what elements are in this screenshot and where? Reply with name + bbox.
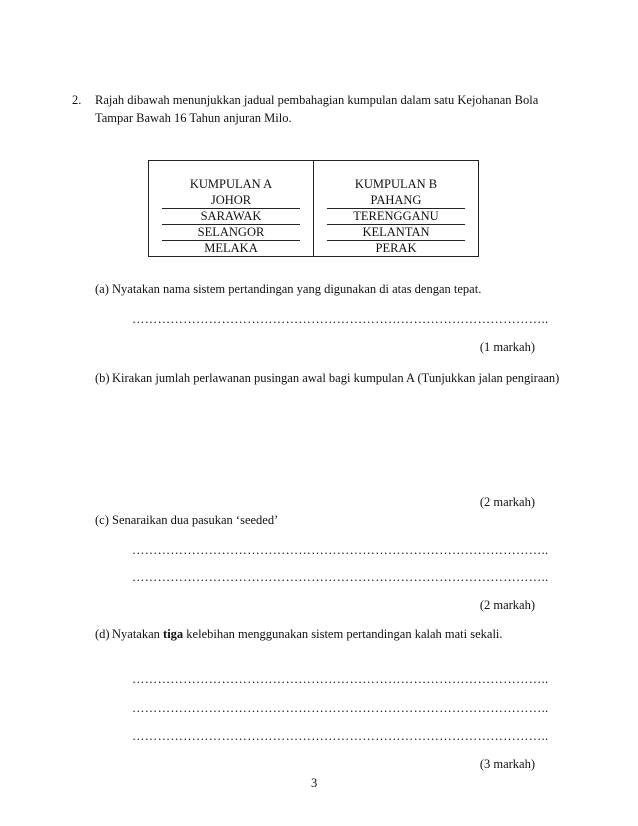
- part-c-question: Senaraikan dua pasukan ‘seeded’: [112, 513, 279, 527]
- part-d-marks: (3 markah): [479, 757, 535, 771]
- group-table: [148, 160, 479, 257]
- header-kumpulan-b: KUMPULAN B: [314, 161, 479, 193]
- answer-line-d3[interactable]: ……………………………………………………………………………………..: [132, 729, 549, 743]
- table-cell: KELANTAN: [327, 225, 465, 241]
- part-a-question: Nyatakan nama sistem pertandingan yang digunakan di atas dengan tepat.: [112, 282, 482, 296]
- part-b-marks: (2 markah): [479, 495, 535, 509]
- table-row: [149, 225, 479, 241]
- table-header-row: [149, 161, 479, 193]
- table-cell: PERAK: [375, 240, 417, 255]
- table-cell: SARAWAK: [162, 209, 300, 225]
- answer-line-d1[interactable]: ……………………………………………………………………………………..: [132, 672, 549, 686]
- answer-line-d2[interactable]: ……………………………………………………………………………………..: [132, 701, 549, 715]
- part-c-marks: (2 markah): [479, 598, 535, 612]
- table-row: [149, 209, 479, 225]
- answer-line-c1[interactable]: ……………………………………………………………………………………..: [132, 543, 549, 557]
- table-cell: TERENGGANU: [327, 209, 465, 225]
- header-kumpulan-a: KUMPULAN A: [149, 161, 314, 193]
- part-a-label: (a): [95, 282, 109, 296]
- question-intro-line-1: Rajah dibawah menunjukkan jadual pembahagian kumpulan dalam satu Kejohanan Bola: [95, 93, 539, 107]
- part-b-question: Kirakan jumlah perlawanan pusingan awal bagi kumpulan A (Tunjukkan jalan pengiraan): [112, 371, 560, 385]
- table-row: [149, 241, 479, 257]
- table-row: [149, 193, 479, 209]
- part-c-label: (c): [95, 513, 109, 527]
- answer-line-c2[interactable]: ……………………………………………………………………………………..: [132, 570, 549, 584]
- part-d-text-after: kelebihan menggunakan sistem pertandingan kalah mati sekali.: [183, 627, 503, 641]
- table-cell: SELANGOR: [162, 225, 300, 241]
- part-a-marks: (1 markah): [479, 340, 535, 354]
- question-number: 2.: [72, 93, 82, 107]
- part-d-question: [112, 627, 503, 642]
- part-d-text-before: Nyatakan: [112, 627, 164, 641]
- question-intro-line-2: Tampar Bawah 16 Tahun anjuran Milo.: [95, 111, 292, 125]
- table-cell: MELAKA: [204, 240, 258, 255]
- answer-line-a[interactable]: ……………………………………………………………………………………..: [132, 312, 549, 326]
- page-number: 3: [311, 776, 318, 790]
- table-cell: JOHOR: [162, 193, 300, 209]
- part-d-text-bold: tiga: [163, 627, 184, 641]
- part-b-label: (b): [95, 371, 110, 385]
- part-d-label: (d): [95, 627, 110, 641]
- table-cell: PAHANG: [327, 193, 465, 209]
